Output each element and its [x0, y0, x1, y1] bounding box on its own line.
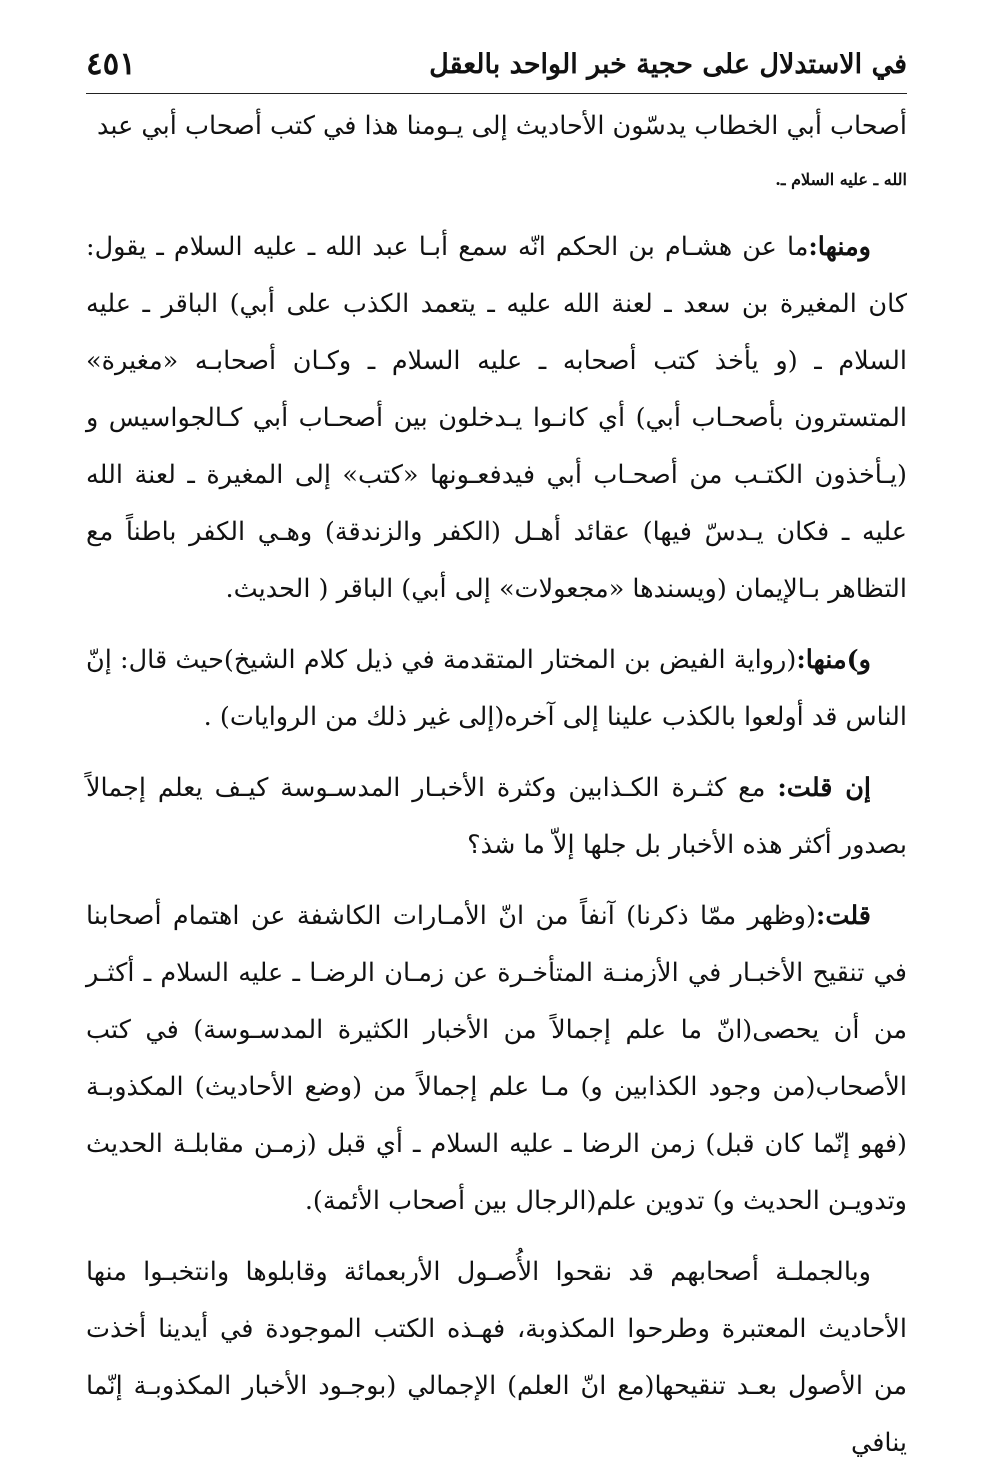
- paragraph-text: (رواية الفيض بن المختار المتقدمة في ذيل كلام الشيخ)حيث قال: إنّ الناس قد أولعوا بالكذب علينا إلى آخره(إلى غير ذلك من الروايات) .: [86, 645, 907, 732]
- paragraph: [86, 98, 907, 205]
- paragraph: [86, 760, 907, 874]
- paragraph-text: مع كثـرة الكـذابين وكثرة الأخبـار المدسـوسة كيـف يعلم إجمالاً بصدور أكثر هذه الأخبار بل جلها إلاّ ما شذ؟: [86, 773, 907, 860]
- paragraph-text: أصحاب أبي الخطاب يدسّون الأحاديث إلى يـومنا هذا في كتب أصحاب أبي عبد: [97, 111, 907, 141]
- paragraph-lead: إن قلت:: [777, 773, 872, 803]
- paragraph: [86, 219, 907, 618]
- paragraph-text: ما عن هشـام بن الحكم انّه سمع أبـا عبد الله ـ عليه السلام ـ يقول: كان المغيرة بن سعد ـ لعنة الله عليه ـ يتعمد الكذب على أبي) الباقر ـ عليه السلام ـ (و يأخذ كتب أصحابه ـ عليه السلام ـ وكـان أصحابـه «مغيرة» المتسترون بأصحـاب أبي) أي كانـوا يـدخلون بين أصحـاب أبي كـالجواسيس و (يـأخذون الكتـب من أصحـاب أبي فيدفعـونها «كتب» إلى المغيرة ـ لعنة الله عليه ـ فكان يـدسّ فيها) عقائد أهـل (الكفر والزندقة) وهـي الكفر باطناً مع التظاهر بـالإيمان (ويسندها «مجعولات» إلى أبي) الباقر ( الحديث.: [86, 232, 907, 604]
- page-number: ٤٥١: [86, 46, 136, 82]
- paragraph: [86, 632, 907, 746]
- paragraph-text: وبالجملـة أصحابهم قد نقحوا الأُصـول الأربعمائة وقابلوها وانتخبـوا منها الأحاديث المعتبرة وطرحوا المكذوبة، فهـذه الكتب الموجودة في أيدينا أخذت من الأصول بعـد تنقيحها(مع انّ العلم) الإجمالي (بوجـود الأخبار المكذوبـة إنّما ينافي: [86, 1257, 907, 1458]
- header-divider: [86, 93, 907, 94]
- paragraph-tail: الله ـ عليه السلام ـ.: [775, 170, 907, 189]
- body-text: [86, 98, 907, 1472]
- paragraph: [86, 888, 907, 1230]
- running-title: في الاستدلال على حجية خبر الواحد بالعقل: [429, 48, 907, 80]
- paragraph-lead: و)منها:: [796, 645, 871, 675]
- paragraph: [86, 1244, 907, 1472]
- paragraph-lead: قلت:: [815, 901, 871, 931]
- paragraph-text: (وظهر ممّا ذكرنا) آنفاً من انّ الأمـارات الكاشفة عن اهتمام أصحابنا في تنقيح الأخبـار في الأزمنـة المتأخـرة عن زمـان الرضـا ـ عليه السلام ـ أكثـر من أن يحصى(انّ ما علم إجمالاً من الأخبار الكثيرة المدسـوسة) في كتب الأصحاب(من وجود الكذابين و) مـا علم إجمالاً من (وضع الأحاديث) المكذوبـة (فهو إنّما كان قبل) زمن الرضا ـ عليه السلام ـ أي قبل (زمـن مقابلـة الحديث وتدويـن الحديث و) تدوين علم(الرجال بين أصحاب الأئمة).: [86, 901, 907, 1216]
- page-header: [86, 38, 907, 90]
- paragraph-lead: ومنها:: [808, 232, 871, 262]
